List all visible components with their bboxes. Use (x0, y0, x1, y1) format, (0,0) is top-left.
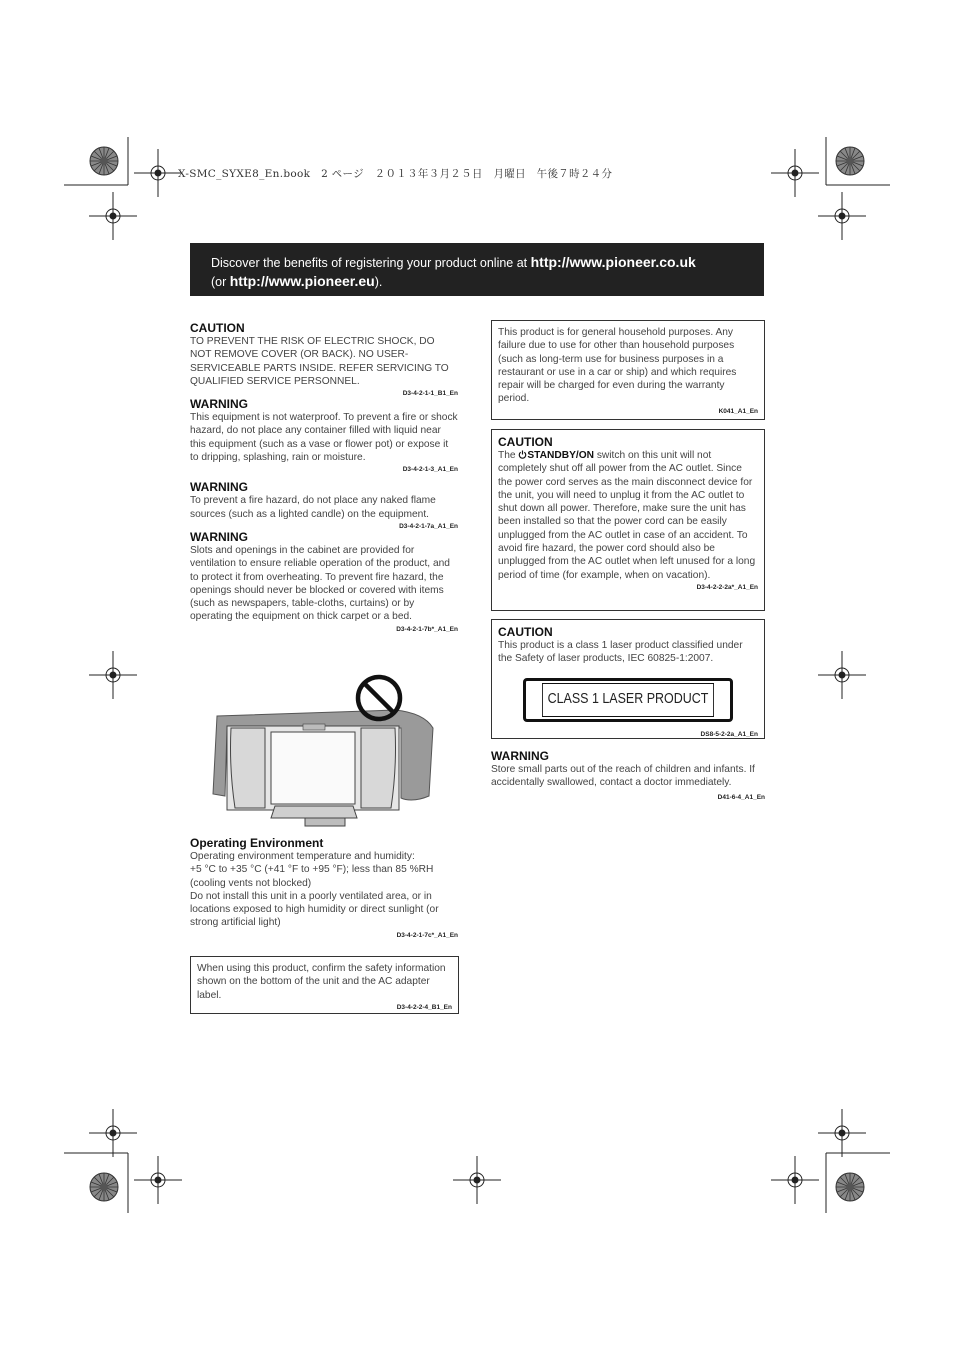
banner-text: Discover the benefits of registering your product online at (211, 256, 531, 270)
warning-ventilation (190, 530, 458, 634)
safety-info-box (190, 956, 459, 1014)
section-title: WARNING (190, 397, 248, 412)
section-title: CAUTION (498, 435, 553, 449)
banner-suffix: ). (374, 275, 383, 289)
section-body: Store small parts out of the reach of children and infants. If accidentally swallowed, contact a doctor immediately. (491, 764, 755, 789)
operating-line-3: Do not install this unit in a poorly ventilated area, or in locations exposed to high humidity or direct sunlight (or strong artificial light) (190, 890, 439, 929)
caution-standby-box (491, 429, 765, 611)
laser-class-label (523, 678, 733, 722)
laser-label-text: CLASS 1 LASER PRODUCT (542, 683, 714, 717)
banner-prefix: (or (211, 275, 230, 289)
reference-code: D3-4-2-1-1_B1_En (402, 390, 458, 398)
covered-unit-illustration (205, 668, 445, 832)
section-title: WARNING (190, 480, 248, 495)
pioneer-eu-link[interactable]: http://www.pioneer.eu (229, 273, 375, 289)
reference-code: D3-4-2-1-3_A1_En (402, 466, 458, 474)
warning-waterproof (190, 397, 458, 474)
operating-line-1: Operating environment temperature and humidity: (190, 851, 415, 862)
reference-code: D3-4-2-1-7b*_A1_En (396, 625, 458, 633)
section-title: CAUTION (190, 321, 245, 335)
warning-small-parts (491, 749, 765, 802)
reference-code: D3-4-2-1-7a_A1_En (399, 522, 458, 530)
section-title: CAUTION (498, 625, 553, 639)
standby-body: switch on this unit will not completely shut off all power from the AC outlet. Since the power cord serves as the main disconnect device for the unit, you will need to unplug it from the AC outlet to shut down all power. Therefore, make sure the unit has been installed so that the power cord can be easily unplugged from the AC outlet in case of an accident. To avoid fire hazard, the power cord should also be unplugged from the AC outlet when left unused for a long period of time (for example, when on vacation). (498, 450, 756, 581)
section-title: WARNING (190, 529, 248, 544)
section-body: This equipment is not waterproof. To prevent a fire or shock hazard, do not place any container filled with liquid near this equipment (such as a vase or flower pot) or expose it to dripping, splashing, rain or moisture. (190, 412, 458, 464)
box-body (498, 449, 758, 582)
standby-switch-name: STANDBY/ON (527, 450, 594, 461)
reference-code: K041_A1_En (718, 407, 758, 415)
section-title: Operating Environment (190, 836, 324, 850)
caution-electric-shock (190, 321, 458, 398)
reference-code: D41-6-4_A1_En (717, 793, 765, 801)
pioneer-uk-link[interactable]: http://www.pioneer.co.uk (530, 254, 696, 270)
reference-code: D3-4-2-1-7c*_A1_En (396, 931, 458, 939)
reference-code: D3-4-2-2-2a*_A1_En (696, 583, 758, 591)
standby-prefix: The (498, 450, 519, 461)
caution-laser-box (491, 619, 765, 739)
file-info-header: X-SMC_SYXE8_En.book 2 ページ ２０１３年３月２５日 月曜日 午後７時２４分 (178, 168, 613, 180)
section-body: TO PREVENT THE RISK OF ELECTRIC SHOCK, DO NOT REMOVE COVER (OR BACK). NO USER-SERVICEABLE PARTS INSIDE. REFER SERVICING TO QUALIFIED SERVICE PERSONNEL. (190, 336, 449, 387)
section-title: WARNING (491, 749, 549, 763)
warning-naked-flame (190, 480, 458, 531)
reference-code: DS8-5-2-2a_A1_En (700, 730, 758, 738)
section-body: To prevent a fire hazard, do not place any naked flame sources (such as a lighted candle) on the equipment. (190, 495, 436, 520)
box-body: This product is a class 1 laser product classified under the Safety of laser products, IEC 60825-1:2007. (498, 640, 743, 665)
section-body: Slots and openings in the cabinet are provided for ventilation to ensure reliable operation of the product, and to protect it from overheating. To prevent fire hazard, the openings should never be blocked or covered with items (such as newspapers, table-cloths, curtains) or by operating the equipment on thick carpet or a bed. (190, 544, 450, 623)
operating-environment (190, 836, 458, 940)
registration-banner (190, 243, 764, 296)
box-body: This product is for general household purposes. Any failure due to use for other than household purposes (such as long-term use for business purposes in a restaurant or use in a car or ship) and which requires repair will be charged for even during the warranty period. (498, 327, 737, 405)
household-purposes-box (491, 320, 765, 420)
left-column (190, 321, 458, 634)
operating-line-2: +5 °C to +35 °C (+41 °F to +95 °F); less than 85 %RH (cooling vents not blocked) (190, 864, 434, 889)
reference-code: D3-4-2-2-4_B1_En (396, 1003, 452, 1011)
box-body: When using this product, confirm the safety information shown on the bottom of the unit and the AC adapter label. (197, 963, 446, 1001)
